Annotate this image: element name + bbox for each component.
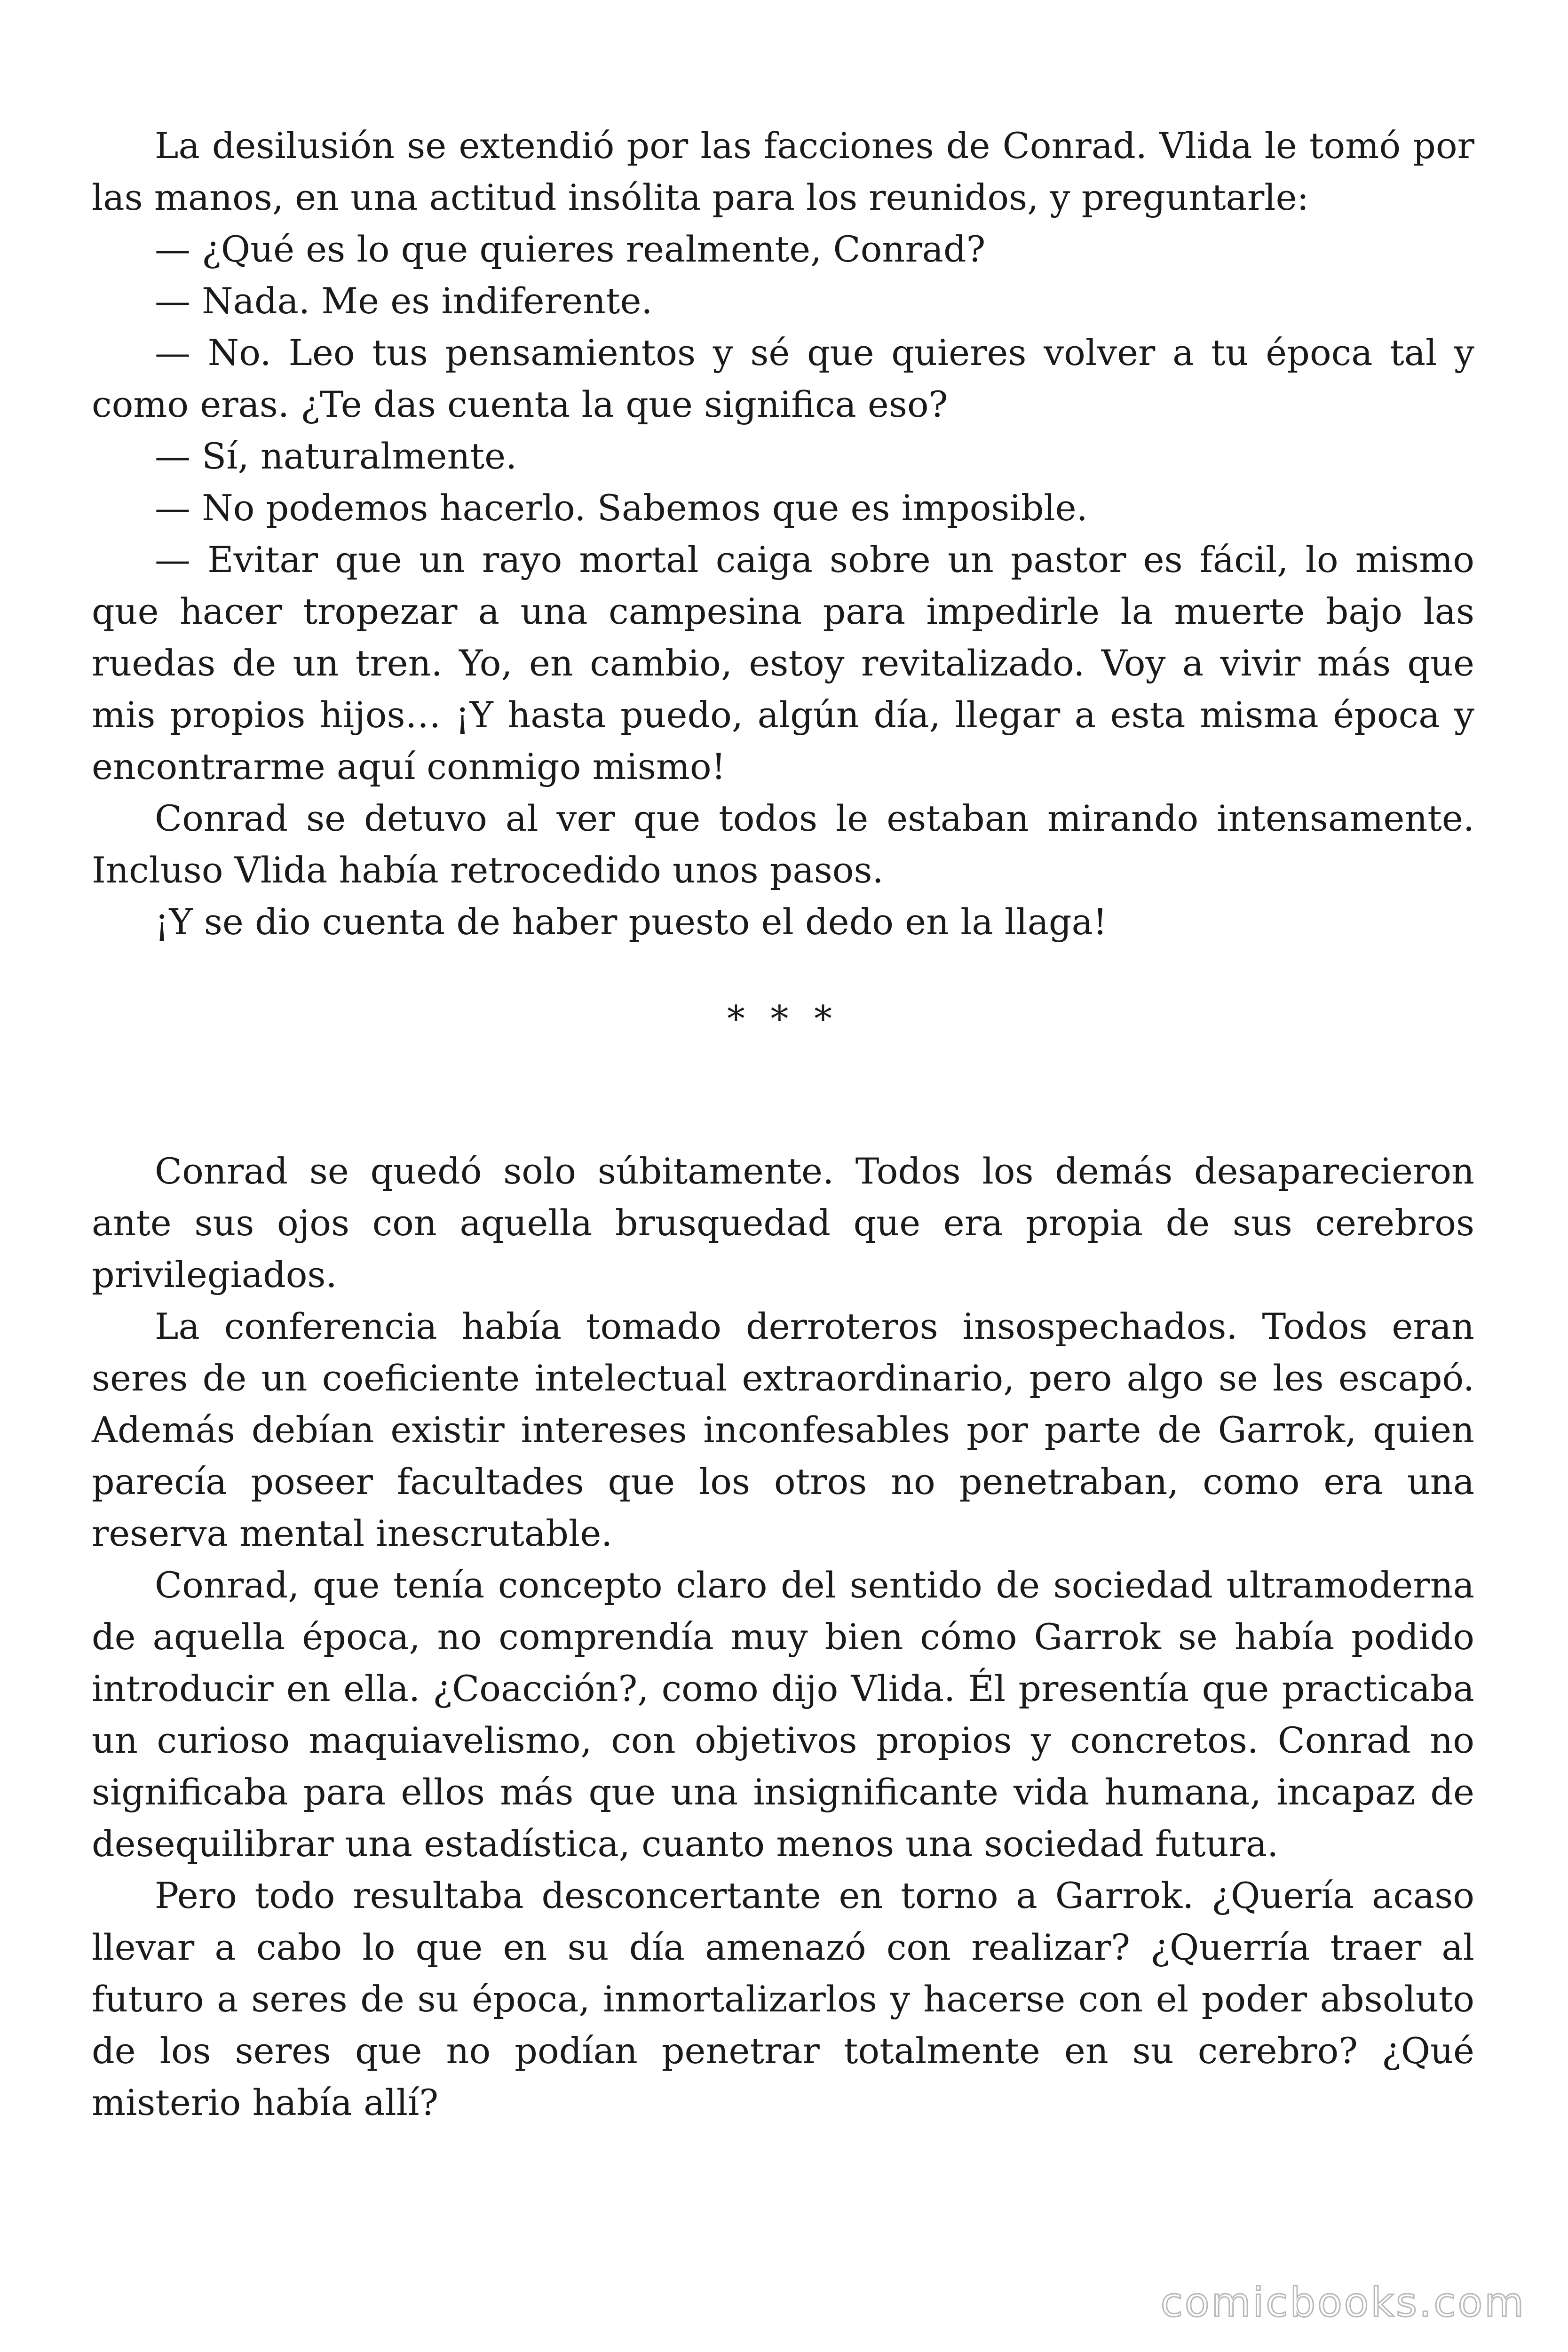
page-body: [92, 120, 1474, 2129]
paragraph: Pero todo resultaba desconcertante en torno a Garrok. ¿Quería acaso llevar a cabo lo que en su día amenazó con realizar? ¿Querría traer al futuro a seres de su época, inmortalizarlos y hacerse con el poder absoluto de los seres que no podían penetrar totalmente en su cerebro? ¿Qué misterio había allí?: [92, 1875, 1474, 2123]
paragraph: La conferencia había tomado derroteros insospechados. Todos eran seres de un coeficiente intelectual extraordinario, pero algo se les escapó. Además debían existir intereses inconfesables por parte de Garrok, quien parecía poseer facultades que los otros no penetraban, como era una reserva mental inescrutable.: [92, 1305, 1474, 1554]
paragraph: — Nada. Me es indiferente.: [155, 280, 653, 322]
paragraph: — No. Leo tus pensamientos y sé que quieres volver a tu época tal y como eras. ¿Te das cuenta la que significa eso?: [92, 332, 1474, 425]
watermark: comicbooks.com: [1160, 2279, 1526, 2326]
paragraph: ¡Y se dio cuenta de haber puesto el dedo en la llaga!: [155, 901, 1108, 943]
paragraph: Conrad se detuvo al ver que todos le estaban mirando intensamente. Incluso Vlida había retrocedido unos pasos.: [92, 797, 1474, 891]
scene-break: * * *: [727, 998, 839, 1040]
section-two: [92, 1145, 1474, 2129]
paragraph: — Sí, naturalmente.: [155, 435, 517, 477]
paragraph: — No podemos hacerlo. Sabemos que es imposible.: [155, 487, 1088, 529]
paragraph: Conrad se quedó solo súbitamente. Todos los demás desaparecieron ante sus ojos con aquella brusquedad que era propia de sus cerebros privilegiados.: [92, 1150, 1474, 1295]
paragraph: La desilusión se extendió por las facciones de Conrad. Vlida le tomó por las manos, en una actitud insólita para los reunidos, y preguntarle:: [92, 125, 1474, 218]
paragraph: — Evitar que un rayo mortal caiga sobre un pastor es fácil, lo mismo que hacer tropezar a una campesina para impedirle la muerte bajo las ruedas de un tren. Yo, en cambio, estoy revitalizado. Voy a vivir más que mis propios hijos… ¡Y hasta puedo, algún día, llegar a esta misma época y encontrarme aquí conmigo mismo!: [92, 539, 1474, 787]
paragraph: Conrad, que tenía concepto claro del sentido de sociedad ultramoderna de aquella época, no comprendía muy bien cómo Garrok se había podido introducir en ella. ¿Coacción?, como dijo Vlida. Él presentía que practicaba un curioso maquiavelismo, con objetivos propios y concretos. Conrad no significaba para ellos más que una insignificante vida humana, incapaz de desequilibrar una estadística, cuanto menos una sociedad futura.: [92, 1564, 1474, 1865]
paragraph: — ¿Qué es lo que quieres realmente, Conrad?: [155, 228, 986, 270]
section-one: [92, 120, 1474, 948]
